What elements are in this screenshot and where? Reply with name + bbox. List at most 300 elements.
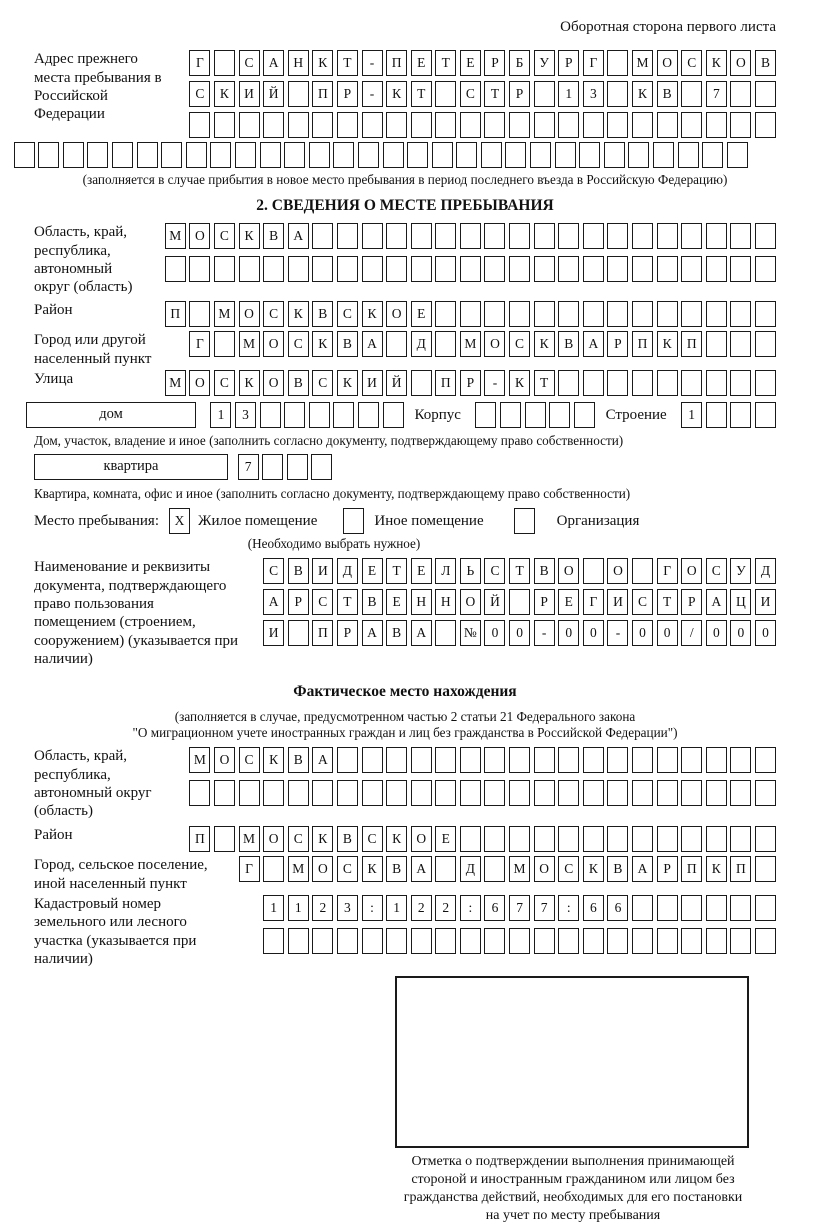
char-box[interactable] bbox=[727, 142, 748, 168]
char-box[interactable] bbox=[386, 256, 407, 282]
char-box[interactable]: Р bbox=[558, 50, 579, 76]
char-box[interactable] bbox=[362, 747, 383, 773]
char-box[interactable]: М bbox=[239, 331, 260, 357]
char-box[interactable] bbox=[288, 928, 309, 954]
char-box[interactable] bbox=[730, 301, 751, 327]
char-box[interactable]: 2 bbox=[312, 895, 333, 921]
char-box[interactable] bbox=[362, 256, 383, 282]
char-box[interactable] bbox=[755, 747, 776, 773]
char-box[interactable]: Р bbox=[484, 50, 505, 76]
char-box[interactable] bbox=[63, 142, 84, 168]
char-box[interactable] bbox=[730, 747, 751, 773]
char-box[interactable]: К bbox=[362, 301, 383, 327]
char-box[interactable] bbox=[730, 780, 751, 806]
char-box[interactable] bbox=[386, 112, 407, 138]
char-box[interactable]: 0 bbox=[706, 620, 727, 646]
char-box[interactable]: Н bbox=[435, 589, 456, 615]
char-box[interactable]: 1 bbox=[558, 81, 579, 107]
char-box[interactable] bbox=[505, 142, 526, 168]
char-box[interactable]: С bbox=[509, 331, 530, 357]
char-box[interactable]: Р bbox=[288, 589, 309, 615]
char-box[interactable] bbox=[558, 370, 579, 396]
char-box[interactable] bbox=[509, 780, 530, 806]
char-box[interactable] bbox=[112, 142, 133, 168]
char-box[interactable]: К bbox=[632, 81, 653, 107]
char-box[interactable] bbox=[604, 142, 625, 168]
char-box[interactable] bbox=[681, 747, 702, 773]
char-box[interactable] bbox=[706, 256, 727, 282]
char-box[interactable] bbox=[312, 928, 333, 954]
char-box[interactable]: М bbox=[632, 50, 653, 76]
char-box[interactable]: А bbox=[312, 747, 333, 773]
char-box[interactable]: М bbox=[214, 301, 235, 327]
char-box[interactable] bbox=[337, 780, 358, 806]
char-box[interactable]: П bbox=[189, 826, 210, 852]
char-box[interactable] bbox=[534, 747, 555, 773]
char-box[interactable] bbox=[386, 928, 407, 954]
char-box[interactable]: К bbox=[362, 856, 383, 882]
char-box[interactable] bbox=[460, 112, 481, 138]
char-box[interactable]: А bbox=[632, 856, 653, 882]
char-box[interactable] bbox=[632, 895, 653, 921]
char-box[interactable] bbox=[509, 826, 530, 852]
char-box[interactable]: К bbox=[263, 747, 284, 773]
char-box[interactable] bbox=[435, 780, 456, 806]
char-box[interactable]: П bbox=[435, 370, 456, 396]
char-box[interactable] bbox=[632, 747, 653, 773]
char-box[interactable] bbox=[558, 826, 579, 852]
char-box[interactable] bbox=[189, 112, 210, 138]
char-box[interactable] bbox=[263, 780, 284, 806]
char-box[interactable] bbox=[657, 370, 678, 396]
char-box[interactable]: В bbox=[607, 856, 628, 882]
char-box[interactable] bbox=[681, 826, 702, 852]
char-box[interactable] bbox=[214, 112, 235, 138]
char-box[interactable] bbox=[312, 780, 333, 806]
char-box[interactable]: П bbox=[312, 81, 333, 107]
char-box[interactable] bbox=[456, 142, 477, 168]
char-box[interactable] bbox=[607, 50, 628, 76]
char-box[interactable] bbox=[607, 747, 628, 773]
char-box[interactable] bbox=[481, 142, 502, 168]
char-box[interactable] bbox=[730, 928, 751, 954]
char-box[interactable]: С bbox=[239, 747, 260, 773]
char-box[interactable] bbox=[435, 620, 456, 646]
char-box[interactable] bbox=[534, 301, 555, 327]
char-box[interactable] bbox=[681, 780, 702, 806]
char-box[interactable] bbox=[755, 895, 776, 921]
char-box[interactable]: О bbox=[460, 589, 481, 615]
char-box[interactable]: Н bbox=[411, 589, 432, 615]
char-box[interactable]: 1 bbox=[210, 402, 231, 428]
char-box[interactable] bbox=[309, 142, 330, 168]
char-box[interactable] bbox=[534, 780, 555, 806]
char-box[interactable] bbox=[509, 589, 530, 615]
char-box[interactable]: П bbox=[681, 856, 702, 882]
char-box[interactable] bbox=[362, 928, 383, 954]
char-box[interactable] bbox=[484, 780, 505, 806]
char-box[interactable]: 6 bbox=[607, 895, 628, 921]
char-box[interactable] bbox=[534, 256, 555, 282]
char-box[interactable]: В bbox=[362, 589, 383, 615]
char-box[interactable] bbox=[706, 895, 727, 921]
char-box[interactable] bbox=[583, 558, 604, 584]
char-box[interactable] bbox=[386, 780, 407, 806]
char-box[interactable] bbox=[284, 142, 305, 168]
char-box[interactable] bbox=[337, 747, 358, 773]
char-box[interactable]: С bbox=[681, 50, 702, 76]
char-box[interactable] bbox=[189, 780, 210, 806]
char-box[interactable] bbox=[189, 256, 210, 282]
char-box[interactable] bbox=[534, 112, 555, 138]
char-box[interactable] bbox=[657, 895, 678, 921]
char-box[interactable] bbox=[475, 402, 496, 428]
char-box[interactable]: К bbox=[386, 81, 407, 107]
char-box[interactable]: Д bbox=[411, 331, 432, 357]
char-box[interactable] bbox=[460, 256, 481, 282]
char-box[interactable]: 6 bbox=[583, 895, 604, 921]
char-box[interactable]: Й bbox=[484, 589, 505, 615]
char-box[interactable]: М bbox=[239, 826, 260, 852]
char-box[interactable]: И bbox=[239, 81, 260, 107]
char-box[interactable] bbox=[210, 142, 231, 168]
char-box[interactable] bbox=[509, 301, 530, 327]
char-box[interactable]: С bbox=[263, 301, 284, 327]
char-box[interactable]: П bbox=[681, 331, 702, 357]
char-box[interactable] bbox=[607, 826, 628, 852]
char-box[interactable]: С bbox=[337, 856, 358, 882]
char-box[interactable] bbox=[632, 256, 653, 282]
char-box[interactable] bbox=[214, 826, 235, 852]
char-box[interactable]: / bbox=[681, 620, 702, 646]
char-box[interactable] bbox=[632, 780, 653, 806]
char-box[interactable]: А bbox=[362, 620, 383, 646]
char-box[interactable] bbox=[583, 780, 604, 806]
char-box[interactable] bbox=[755, 856, 776, 882]
char-box[interactable] bbox=[558, 223, 579, 249]
char-box[interactable] bbox=[435, 81, 456, 107]
char-box[interactable]: Г bbox=[189, 331, 210, 357]
char-box[interactable]: К bbox=[288, 301, 309, 327]
char-box[interactable] bbox=[706, 112, 727, 138]
char-box[interactable] bbox=[288, 81, 309, 107]
char-box[interactable] bbox=[657, 301, 678, 327]
char-box[interactable]: И bbox=[312, 558, 333, 584]
char-box[interactable]: К bbox=[706, 856, 727, 882]
char-box[interactable] bbox=[460, 747, 481, 773]
char-box[interactable]: К bbox=[239, 370, 260, 396]
char-box[interactable] bbox=[706, 331, 727, 357]
char-box[interactable]: В bbox=[337, 331, 358, 357]
char-box[interactable]: К bbox=[312, 331, 333, 357]
char-box[interactable]: А bbox=[362, 331, 383, 357]
char-box[interactable] bbox=[312, 223, 333, 249]
char-box[interactable]: Е bbox=[362, 558, 383, 584]
char-box[interactable] bbox=[706, 928, 727, 954]
char-box[interactable] bbox=[509, 112, 530, 138]
char-box[interactable]: X bbox=[169, 508, 190, 534]
char-box[interactable] bbox=[358, 142, 379, 168]
char-box[interactable] bbox=[288, 620, 309, 646]
char-box[interactable] bbox=[534, 928, 555, 954]
char-box[interactable] bbox=[607, 370, 628, 396]
char-box[interactable] bbox=[755, 928, 776, 954]
char-box[interactable] bbox=[632, 928, 653, 954]
char-box[interactable]: Т bbox=[509, 558, 530, 584]
char-box[interactable]: А bbox=[263, 50, 284, 76]
char-box[interactable]: Р bbox=[337, 81, 358, 107]
char-box[interactable] bbox=[411, 928, 432, 954]
char-box[interactable] bbox=[411, 780, 432, 806]
char-box[interactable] bbox=[383, 402, 404, 428]
char-box[interactable] bbox=[632, 826, 653, 852]
char-box[interactable] bbox=[632, 558, 653, 584]
char-box[interactable] bbox=[574, 402, 595, 428]
char-box[interactable]: 2 bbox=[435, 895, 456, 921]
char-box[interactable]: М bbox=[165, 223, 186, 249]
char-box[interactable]: Р bbox=[607, 331, 628, 357]
char-box[interactable]: С bbox=[214, 370, 235, 396]
char-box[interactable] bbox=[558, 256, 579, 282]
char-box[interactable]: В bbox=[312, 301, 333, 327]
char-box[interactable] bbox=[287, 454, 308, 480]
char-box[interactable] bbox=[628, 142, 649, 168]
char-box[interactable] bbox=[534, 826, 555, 852]
char-box[interactable]: 7 bbox=[509, 895, 530, 921]
char-box[interactable] bbox=[509, 747, 530, 773]
char-box[interactable] bbox=[288, 780, 309, 806]
char-box[interactable]: Г bbox=[583, 50, 604, 76]
char-box[interactable] bbox=[558, 301, 579, 327]
char-box[interactable] bbox=[706, 747, 727, 773]
char-box[interactable] bbox=[583, 256, 604, 282]
char-box[interactable] bbox=[657, 223, 678, 249]
char-box[interactable]: А bbox=[263, 589, 284, 615]
char-box[interactable]: Т bbox=[411, 81, 432, 107]
char-box[interactable] bbox=[435, 112, 456, 138]
char-box[interactable]: 1 bbox=[263, 895, 284, 921]
char-box[interactable] bbox=[632, 370, 653, 396]
char-box[interactable] bbox=[558, 780, 579, 806]
char-box[interactable] bbox=[460, 826, 481, 852]
char-box[interactable] bbox=[632, 112, 653, 138]
char-box[interactable]: О bbox=[730, 50, 751, 76]
char-box[interactable] bbox=[681, 256, 702, 282]
char-box[interactable]: С bbox=[484, 558, 505, 584]
char-box[interactable]: В bbox=[288, 747, 309, 773]
char-box[interactable]: П bbox=[312, 620, 333, 646]
char-box[interactable] bbox=[706, 402, 727, 428]
char-box[interactable] bbox=[607, 780, 628, 806]
char-box[interactable]: О bbox=[607, 558, 628, 584]
char-box[interactable]: 3 bbox=[235, 402, 256, 428]
char-box[interactable]: : bbox=[558, 895, 579, 921]
char-box[interactable] bbox=[558, 112, 579, 138]
char-box[interactable]: - bbox=[362, 50, 383, 76]
char-box[interactable]: В bbox=[288, 370, 309, 396]
char-box[interactable] bbox=[386, 331, 407, 357]
char-box[interactable]: В bbox=[288, 558, 309, 584]
char-box[interactable]: С bbox=[460, 81, 481, 107]
char-box[interactable] bbox=[681, 301, 702, 327]
char-box[interactable] bbox=[358, 402, 379, 428]
char-box[interactable] bbox=[755, 826, 776, 852]
char-box[interactable] bbox=[730, 112, 751, 138]
char-box[interactable] bbox=[730, 826, 751, 852]
char-box[interactable] bbox=[337, 112, 358, 138]
char-box[interactable]: Т bbox=[435, 50, 456, 76]
char-box[interactable] bbox=[386, 747, 407, 773]
char-box[interactable]: М bbox=[288, 856, 309, 882]
char-box[interactable] bbox=[337, 928, 358, 954]
char-box[interactable] bbox=[509, 256, 530, 282]
char-box[interactable] bbox=[579, 142, 600, 168]
char-box[interactable]: С bbox=[706, 558, 727, 584]
char-box[interactable] bbox=[214, 50, 235, 76]
char-box[interactable] bbox=[755, 81, 776, 107]
char-box[interactable]: Р bbox=[534, 589, 555, 615]
char-box[interactable]: О bbox=[263, 331, 284, 357]
char-box[interactable]: А bbox=[583, 331, 604, 357]
char-box[interactable] bbox=[214, 331, 235, 357]
char-box[interactable] bbox=[432, 142, 453, 168]
char-box[interactable] bbox=[484, 301, 505, 327]
char-box[interactable]: О bbox=[558, 558, 579, 584]
char-box[interactable]: В bbox=[755, 50, 776, 76]
char-box[interactable]: К bbox=[337, 370, 358, 396]
char-box[interactable]: Б bbox=[509, 50, 530, 76]
char-box[interactable] bbox=[583, 223, 604, 249]
char-box[interactable]: Е bbox=[411, 558, 432, 584]
char-box[interactable]: Р bbox=[681, 589, 702, 615]
char-box[interactable]: С bbox=[362, 826, 383, 852]
char-box[interactable] bbox=[583, 747, 604, 773]
char-box[interactable] bbox=[312, 256, 333, 282]
char-box[interactable]: В bbox=[263, 223, 284, 249]
char-box[interactable] bbox=[730, 81, 751, 107]
char-box[interactable]: Н bbox=[288, 50, 309, 76]
char-box[interactable]: № bbox=[460, 620, 481, 646]
char-box[interactable] bbox=[235, 142, 256, 168]
char-box[interactable] bbox=[484, 223, 505, 249]
char-box[interactable] bbox=[311, 454, 332, 480]
char-box[interactable]: А bbox=[411, 856, 432, 882]
char-box[interactable] bbox=[239, 780, 260, 806]
char-box[interactable]: - bbox=[362, 81, 383, 107]
char-box[interactable] bbox=[484, 112, 505, 138]
char-box[interactable]: - bbox=[484, 370, 505, 396]
char-box[interactable] bbox=[681, 895, 702, 921]
char-box[interactable]: В bbox=[558, 331, 579, 357]
char-box[interactable] bbox=[558, 747, 579, 773]
char-box[interactable] bbox=[730, 223, 751, 249]
char-box[interactable] bbox=[755, 256, 776, 282]
char-box[interactable]: 0 bbox=[509, 620, 530, 646]
char-box[interactable]: К bbox=[583, 856, 604, 882]
char-box[interactable]: Д bbox=[460, 856, 481, 882]
char-box[interactable] bbox=[484, 928, 505, 954]
char-box[interactable] bbox=[657, 928, 678, 954]
char-box[interactable]: П bbox=[730, 856, 751, 882]
char-box[interactable] bbox=[186, 142, 207, 168]
char-box[interactable] bbox=[309, 402, 330, 428]
char-box[interactable] bbox=[214, 780, 235, 806]
char-box[interactable]: 2 bbox=[411, 895, 432, 921]
char-box[interactable]: 7 bbox=[534, 895, 555, 921]
char-box[interactable] bbox=[730, 895, 751, 921]
char-box[interactable] bbox=[288, 256, 309, 282]
char-box[interactable]: А bbox=[706, 589, 727, 615]
char-box[interactable]: 0 bbox=[632, 620, 653, 646]
char-box[interactable]: П bbox=[165, 301, 186, 327]
char-box[interactable] bbox=[484, 747, 505, 773]
char-box[interactable] bbox=[678, 142, 699, 168]
char-box[interactable]: Г bbox=[657, 558, 678, 584]
char-box[interactable]: Е bbox=[411, 301, 432, 327]
char-box[interactable] bbox=[239, 256, 260, 282]
char-box[interactable]: Е bbox=[386, 589, 407, 615]
char-box[interactable]: А bbox=[288, 223, 309, 249]
char-box[interactable] bbox=[583, 928, 604, 954]
char-box[interactable]: Ц bbox=[730, 589, 751, 615]
char-box[interactable]: С bbox=[288, 826, 309, 852]
char-box[interactable]: О bbox=[681, 558, 702, 584]
char-box[interactable]: А bbox=[411, 620, 432, 646]
char-box[interactable]: Е bbox=[435, 826, 456, 852]
char-box[interactable]: О bbox=[189, 370, 210, 396]
char-box[interactable]: Р bbox=[337, 620, 358, 646]
char-box[interactable] bbox=[362, 780, 383, 806]
char-box[interactable]: П bbox=[386, 50, 407, 76]
char-box[interactable]: Г bbox=[239, 856, 260, 882]
char-box[interactable]: О bbox=[239, 301, 260, 327]
char-box[interactable]: М bbox=[165, 370, 186, 396]
char-box[interactable]: М bbox=[460, 331, 481, 357]
char-box[interactable]: В bbox=[337, 826, 358, 852]
char-box[interactable] bbox=[632, 301, 653, 327]
char-box[interactable] bbox=[583, 112, 604, 138]
char-box[interactable] bbox=[755, 112, 776, 138]
char-box[interactable]: 7 bbox=[238, 454, 259, 480]
char-box[interactable]: - bbox=[607, 620, 628, 646]
char-box[interactable] bbox=[607, 928, 628, 954]
char-box[interactable]: Г bbox=[583, 589, 604, 615]
char-box[interactable] bbox=[484, 826, 505, 852]
char-box[interactable]: Т bbox=[337, 50, 358, 76]
char-box[interactable] bbox=[460, 928, 481, 954]
char-box[interactable] bbox=[214, 256, 235, 282]
char-box[interactable]: 6 bbox=[484, 895, 505, 921]
char-box[interactable] bbox=[509, 223, 530, 249]
char-box[interactable] bbox=[411, 112, 432, 138]
char-box[interactable]: С bbox=[263, 558, 284, 584]
char-box[interactable] bbox=[607, 112, 628, 138]
char-box[interactable] bbox=[525, 402, 546, 428]
char-box[interactable]: С bbox=[189, 81, 210, 107]
char-box[interactable] bbox=[333, 402, 354, 428]
char-box[interactable] bbox=[755, 223, 776, 249]
char-box[interactable] bbox=[657, 112, 678, 138]
char-box[interactable]: Е bbox=[558, 589, 579, 615]
char-box[interactable] bbox=[435, 223, 456, 249]
char-box[interactable] bbox=[549, 402, 570, 428]
char-box[interactable]: Й bbox=[386, 370, 407, 396]
char-box[interactable]: О bbox=[263, 370, 284, 396]
char-box[interactable]: Е bbox=[411, 50, 432, 76]
char-box[interactable]: Р bbox=[657, 856, 678, 882]
char-box[interactable] bbox=[730, 402, 751, 428]
char-box[interactable]: К bbox=[239, 223, 260, 249]
